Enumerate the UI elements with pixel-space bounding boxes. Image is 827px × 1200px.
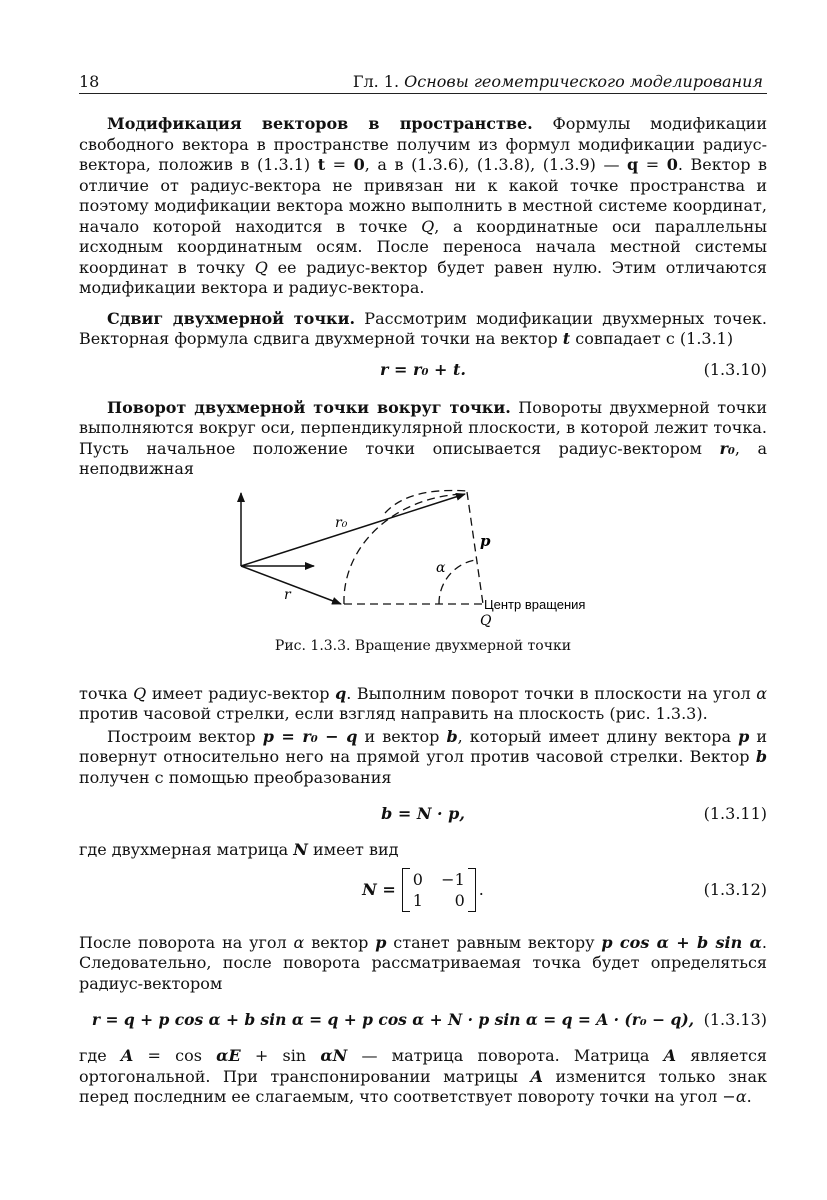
equation-body: r = r₀ + t. bbox=[380, 359, 466, 379]
page-number: 18 bbox=[79, 72, 100, 91]
math: r₀ bbox=[719, 438, 735, 458]
text: где bbox=[79, 1046, 121, 1065]
text: против часовой стрелки, если взгляд направить на плоскость (рис. 1.3.3). bbox=[79, 704, 708, 723]
text: является ортогональной. При транспонировании матрицы bbox=[79, 1046, 768, 1086]
text: ее радиус-вектор будет равен нулю. Этим отличаются модификации вектора и радиус-вектора. bbox=[79, 257, 767, 297]
text: где двухмерная матрица bbox=[79, 840, 294, 859]
equation-body: b = N · p, bbox=[381, 804, 465, 823]
text: — матрица поворота. Матрица bbox=[347, 1046, 664, 1065]
equation-1-3-11 bbox=[79, 804, 767, 824]
paragraph-2d-rotation bbox=[79, 398, 767, 480]
math: q bbox=[335, 683, 347, 703]
math: t bbox=[562, 329, 571, 348]
vector-r bbox=[241, 566, 341, 604]
matrix-cell: 1 bbox=[412, 891, 423, 910]
label-r: r bbox=[284, 586, 291, 603]
math: A bbox=[663, 1046, 677, 1065]
math: N bbox=[293, 840, 308, 859]
paragraph-vector-modification bbox=[79, 114, 767, 299]
right-bracket bbox=[468, 868, 476, 912]
math: αE bbox=[216, 1046, 241, 1065]
math: −α bbox=[722, 1087, 747, 1106]
matrix-cells bbox=[410, 869, 468, 911]
section-heading: Сдвиг двухмерной точки. bbox=[107, 308, 356, 328]
chapter-title bbox=[353, 72, 767, 91]
equation-body: r = q + p cos α + b sin α = q + p cos α + N · p sin α = q = A · (r₀ − q), bbox=[91, 1010, 695, 1029]
text: После поворота на угол bbox=[79, 932, 294, 952]
figure-rotation bbox=[79, 488, 767, 668]
equation-number: (1.3.10) bbox=[703, 359, 767, 379]
matrix-cell: −1 bbox=[441, 870, 465, 889]
equation-1-3-13 bbox=[79, 1010, 767, 1030]
equation-1-3-10 bbox=[79, 360, 767, 380]
vector-r0 bbox=[241, 494, 465, 566]
paragraph-matrix-N bbox=[79, 840, 767, 861]
math: 0 bbox=[666, 155, 678, 174]
page bbox=[79, 72, 767, 1108]
text: изменится только знак перед последним ее слагаемым, что соответствует повороту точки на угол bbox=[79, 1066, 768, 1106]
running-header bbox=[79, 72, 767, 94]
text: точка bbox=[79, 683, 134, 703]
math: 0 bbox=[353, 155, 365, 174]
equation-1-3-12 bbox=[79, 867, 767, 913]
label-p: p bbox=[480, 531, 491, 550]
text: имеет радиус-вектор bbox=[146, 683, 336, 703]
math: t bbox=[317, 155, 326, 174]
math: αN bbox=[320, 1046, 348, 1065]
math: α bbox=[756, 683, 768, 703]
math: b bbox=[446, 726, 458, 746]
chapter-label: Гл. 1. bbox=[352, 72, 400, 91]
arc-top bbox=[385, 490, 467, 513]
text: имеет вид bbox=[307, 840, 399, 859]
text: Повороты двухмерной точки выполняются вокруг оси, перпендикулярной плоскости, в которой лежит точка. Пусть начальное положение точки описывается радиус-вектором bbox=[79, 397, 767, 458]
equation-body bbox=[362, 867, 484, 913]
label-alpha: α bbox=[436, 559, 446, 576]
section-heading: Модификация векторов в пространстве. bbox=[107, 114, 533, 133]
math: b bbox=[755, 747, 767, 766]
text: станет равным вектору bbox=[386, 932, 602, 952]
math: A bbox=[120, 1046, 134, 1065]
text: Построим вектор bbox=[107, 726, 263, 746]
text: . Вектор в отличие от радиус-вектора не привязан ни к какой точке пространства и поэтому модификации вектора можно выполнить в местной системе координат, начало которой находится в точке bbox=[79, 155, 768, 236]
text: получен с помощью преобразования bbox=[79, 767, 392, 787]
text: Рассмотрим модификации двухмерных точек. Векторная формула сдвига двухмерной точки на вектор bbox=[79, 308, 768, 348]
text: и вектор bbox=[357, 726, 447, 746]
math: p bbox=[738, 726, 750, 746]
text: = bbox=[638, 155, 667, 174]
text: = cos bbox=[133, 1046, 217, 1065]
text: . Следовательно, после поворота рассматриваемая точка будет определяться радиус-вектором bbox=[79, 932, 767, 993]
text: . Выполним поворот точки в плоскости на угол bbox=[346, 683, 757, 703]
text: = bbox=[325, 155, 354, 174]
rotation-diagram bbox=[79, 488, 767, 646]
math: p cos α + b sin α bbox=[601, 932, 762, 952]
matrix-lhs: N = bbox=[362, 880, 396, 899]
math: p = r₀ − q bbox=[262, 726, 358, 746]
text: вектор bbox=[304, 932, 376, 952]
matrix-cell: 0 bbox=[412, 870, 423, 889]
matrix-tail: . bbox=[478, 880, 484, 899]
text: Формулы модификации свободного вектора в пространстве получим из формул модификации радиус-вектора, положив в (1.3.1) bbox=[79, 114, 767, 174]
rotation-arc bbox=[344, 494, 465, 604]
math: p bbox=[375, 932, 387, 952]
paragraph-q-radius-vector bbox=[79, 684, 767, 725]
matrix-cell: 0 bbox=[454, 891, 465, 910]
math: α bbox=[293, 932, 305, 952]
text: , а в (1.3.6), (1.3.8), (1.3.9) — bbox=[364, 155, 628, 174]
math: Q bbox=[254, 257, 268, 277]
math: q bbox=[627, 155, 639, 174]
text: , который имеет длину вектора bbox=[457, 726, 739, 746]
paragraph-rotation-matrix bbox=[79, 1046, 767, 1108]
math: Q bbox=[421, 216, 435, 236]
label-Q: Q bbox=[480, 612, 492, 629]
text: + sin bbox=[240, 1046, 321, 1065]
text: . bbox=[746, 1087, 752, 1106]
equation-number: (1.3.11) bbox=[703, 804, 767, 823]
text: и повернут относительно него на прямой угол против часовой стрелки. Вектор bbox=[79, 726, 768, 766]
figure-caption: Рис. 1.3.3. Вращение двухмерной точки bbox=[274, 637, 572, 654]
math: A bbox=[530, 1066, 543, 1086]
text: совпадает с (1.3.1) bbox=[570, 329, 734, 348]
paragraph-2d-shift bbox=[79, 309, 767, 350]
math: Q bbox=[133, 683, 147, 703]
section-heading: Поворот двухмерной точки вокруг точки. bbox=[107, 397, 511, 417]
text: , а неподвижная bbox=[79, 438, 767, 478]
paragraph-build-vector bbox=[79, 727, 767, 789]
paragraph-after-rotation bbox=[79, 933, 767, 995]
equation-number: (1.3.12) bbox=[703, 879, 767, 899]
text: , а координатные оси параллельны исходным координатным осям. После переноса начала местной системы координат в точку bbox=[79, 216, 767, 277]
equation-number: (1.3.13) bbox=[703, 1010, 767, 1029]
chapter-name: Основы геометрического моделирования bbox=[404, 72, 763, 91]
left-bracket bbox=[402, 868, 410, 912]
matrix-N bbox=[402, 868, 476, 912]
label-center: Центр вращения bbox=[484, 596, 586, 612]
label-r0: r₀ bbox=[335, 514, 348, 531]
